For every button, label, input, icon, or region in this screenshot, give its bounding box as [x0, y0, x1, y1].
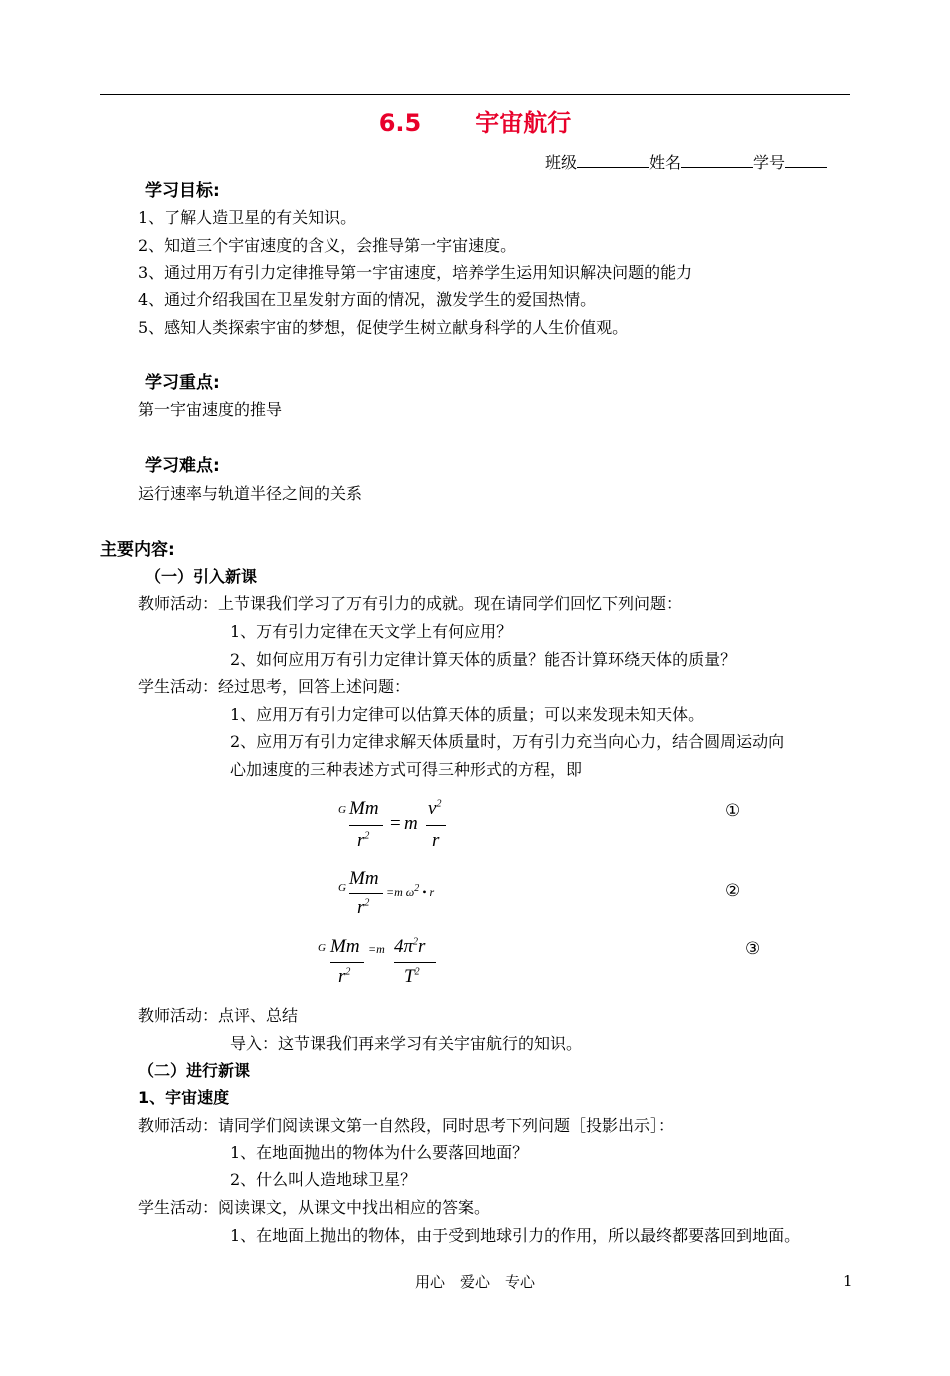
question-item: 1、万有引力定律在天文学上有何应用？: [230, 622, 513, 641]
top-rule: [100, 94, 850, 95]
teacher-label: 教师活动：: [138, 1006, 219, 1025]
student-label: 学生活动：: [138, 677, 219, 696]
footer-motto: 用心 爱心 专心: [414, 1273, 535, 1291]
goal-item: 2、知道三个宇宙速度的含义，会推导第一宇宙速度。: [138, 236, 517, 255]
goal-item: 5、感知人类探索宇宙的梦想，促使学生树立献身科学的人生价值观。: [138, 318, 629, 337]
f1-numerator: Mm: [349, 798, 379, 819]
f1-rhs-numerator: v: [428, 798, 437, 819]
f3-rhs-numerator: 4π: [394, 936, 414, 957]
difficulty-text: 运行速率与轨道半径之间的关系: [138, 484, 363, 503]
goal-item: 3、通过用万有引力定律推导第一宇宙速度，培养学生运用知识解决问题的能力: [138, 263, 693, 282]
teacher-text: 点评、总结: [218, 1006, 299, 1025]
part1-heading: （一）引入新课: [145, 567, 258, 586]
key-point-text: 第一宇宙速度的推导: [138, 400, 283, 419]
student-activity: [138, 677, 410, 697]
key-point-heading: 学习重点:: [145, 373, 220, 393]
id-label: 学号: [753, 153, 786, 172]
f2-denominator: r: [357, 897, 365, 918]
teacher-label: 教师活动：: [138, 594, 219, 613]
goal-item: 4、通过介绍我国在卫星发射方面的情况，激发学生的爱国热情。: [138, 290, 597, 309]
question-item: 2、如何应用万有引力定律计算天体的质量？能否计算环绕天体的质量？: [230, 650, 737, 669]
difficulty-heading: 学习难点:: [145, 456, 220, 476]
teacher-label: 教师活动：: [138, 1116, 219, 1135]
f3-rhs-denominator: T: [404, 966, 415, 987]
name-blank: [681, 153, 753, 168]
f3-numerator: Mm: [330, 936, 360, 957]
teacher-text: 请同学们阅读课文第一自然段，同时思考下列问题［投影出示］：: [218, 1116, 675, 1135]
teacher-activity: [138, 1116, 674, 1136]
formula-3: G Mm $r^2$ =m $4\pi^2r$ $T^2$: [318, 936, 458, 996]
teacher-text: 上节课我们学习了万有引力的成就。现在请同学们回忆下列问题：: [218, 594, 683, 613]
answer-item: 2、应用万有引力定律求解天体质量时，万有引力充当向心力，结合圆周运动向: [230, 732, 785, 751]
goal-item: 1、了解人造卫星的有关知识。: [138, 208, 357, 227]
answer-item: 1、在地面上抛出的物体，由于受到地球引力的作用，所以最终都要落回到地面。: [230, 1226, 801, 1245]
page-title: [0, 106, 950, 140]
question-item: 1、在地面抛出的物体为什么要落回地面？: [230, 1143, 529, 1162]
formula-marker: ③: [745, 939, 761, 959]
id-blank: [785, 153, 827, 168]
answer-item: 心加速度的三种表述方式可得三种形式的方程，即: [230, 760, 583, 779]
teacher-activity: [138, 1006, 298, 1026]
answer-item: 1、应用万有引力定律可以估算天体的质量；可以来发现未知天体。: [230, 705, 705, 724]
student-activity: [138, 1198, 490, 1218]
class-blank: [577, 153, 649, 168]
f2-numerator: Mm: [349, 868, 379, 889]
f3-denominator: r: [338, 966, 346, 987]
part2-heading: （二）进行新课: [138, 1061, 251, 1080]
f1-denominator: r: [357, 830, 365, 851]
page-number: 1: [843, 1272, 853, 1290]
formula-marker: ②: [725, 881, 741, 901]
formula-1: G Mm $r^2$ = m $v^2$ r: [338, 798, 458, 858]
student-text: 阅读课文，从课文中找出相应的答案。: [218, 1198, 491, 1217]
formula-2: G Mm $r^2$ =m $\omega^2$ • r: [338, 868, 435, 918]
name-label: 姓名: [649, 153, 682, 172]
goals-heading: 学习目标:: [145, 181, 220, 201]
class-label: 班级: [545, 153, 578, 172]
student-text: 经过思考，回答上述问题：: [218, 677, 411, 696]
intro-text: 导入：这节课我们再来学习有关宇宙航行的知识。: [230, 1034, 583, 1053]
question-item: 2、什么叫人造地球卫星？: [230, 1170, 417, 1189]
main-heading: 主要内容:: [100, 540, 175, 560]
f1-rhs-denominator: r: [432, 830, 440, 851]
title-number: 6.5: [378, 109, 422, 137]
subsection-heading: 1、宇宙速度: [138, 1088, 230, 1107]
teacher-activity: [138, 594, 682, 614]
title-text: 宇宙航行: [475, 109, 572, 137]
info-line: [545, 153, 827, 173]
student-label: 学生活动：: [138, 1198, 219, 1217]
formula-marker: ①: [725, 801, 741, 821]
